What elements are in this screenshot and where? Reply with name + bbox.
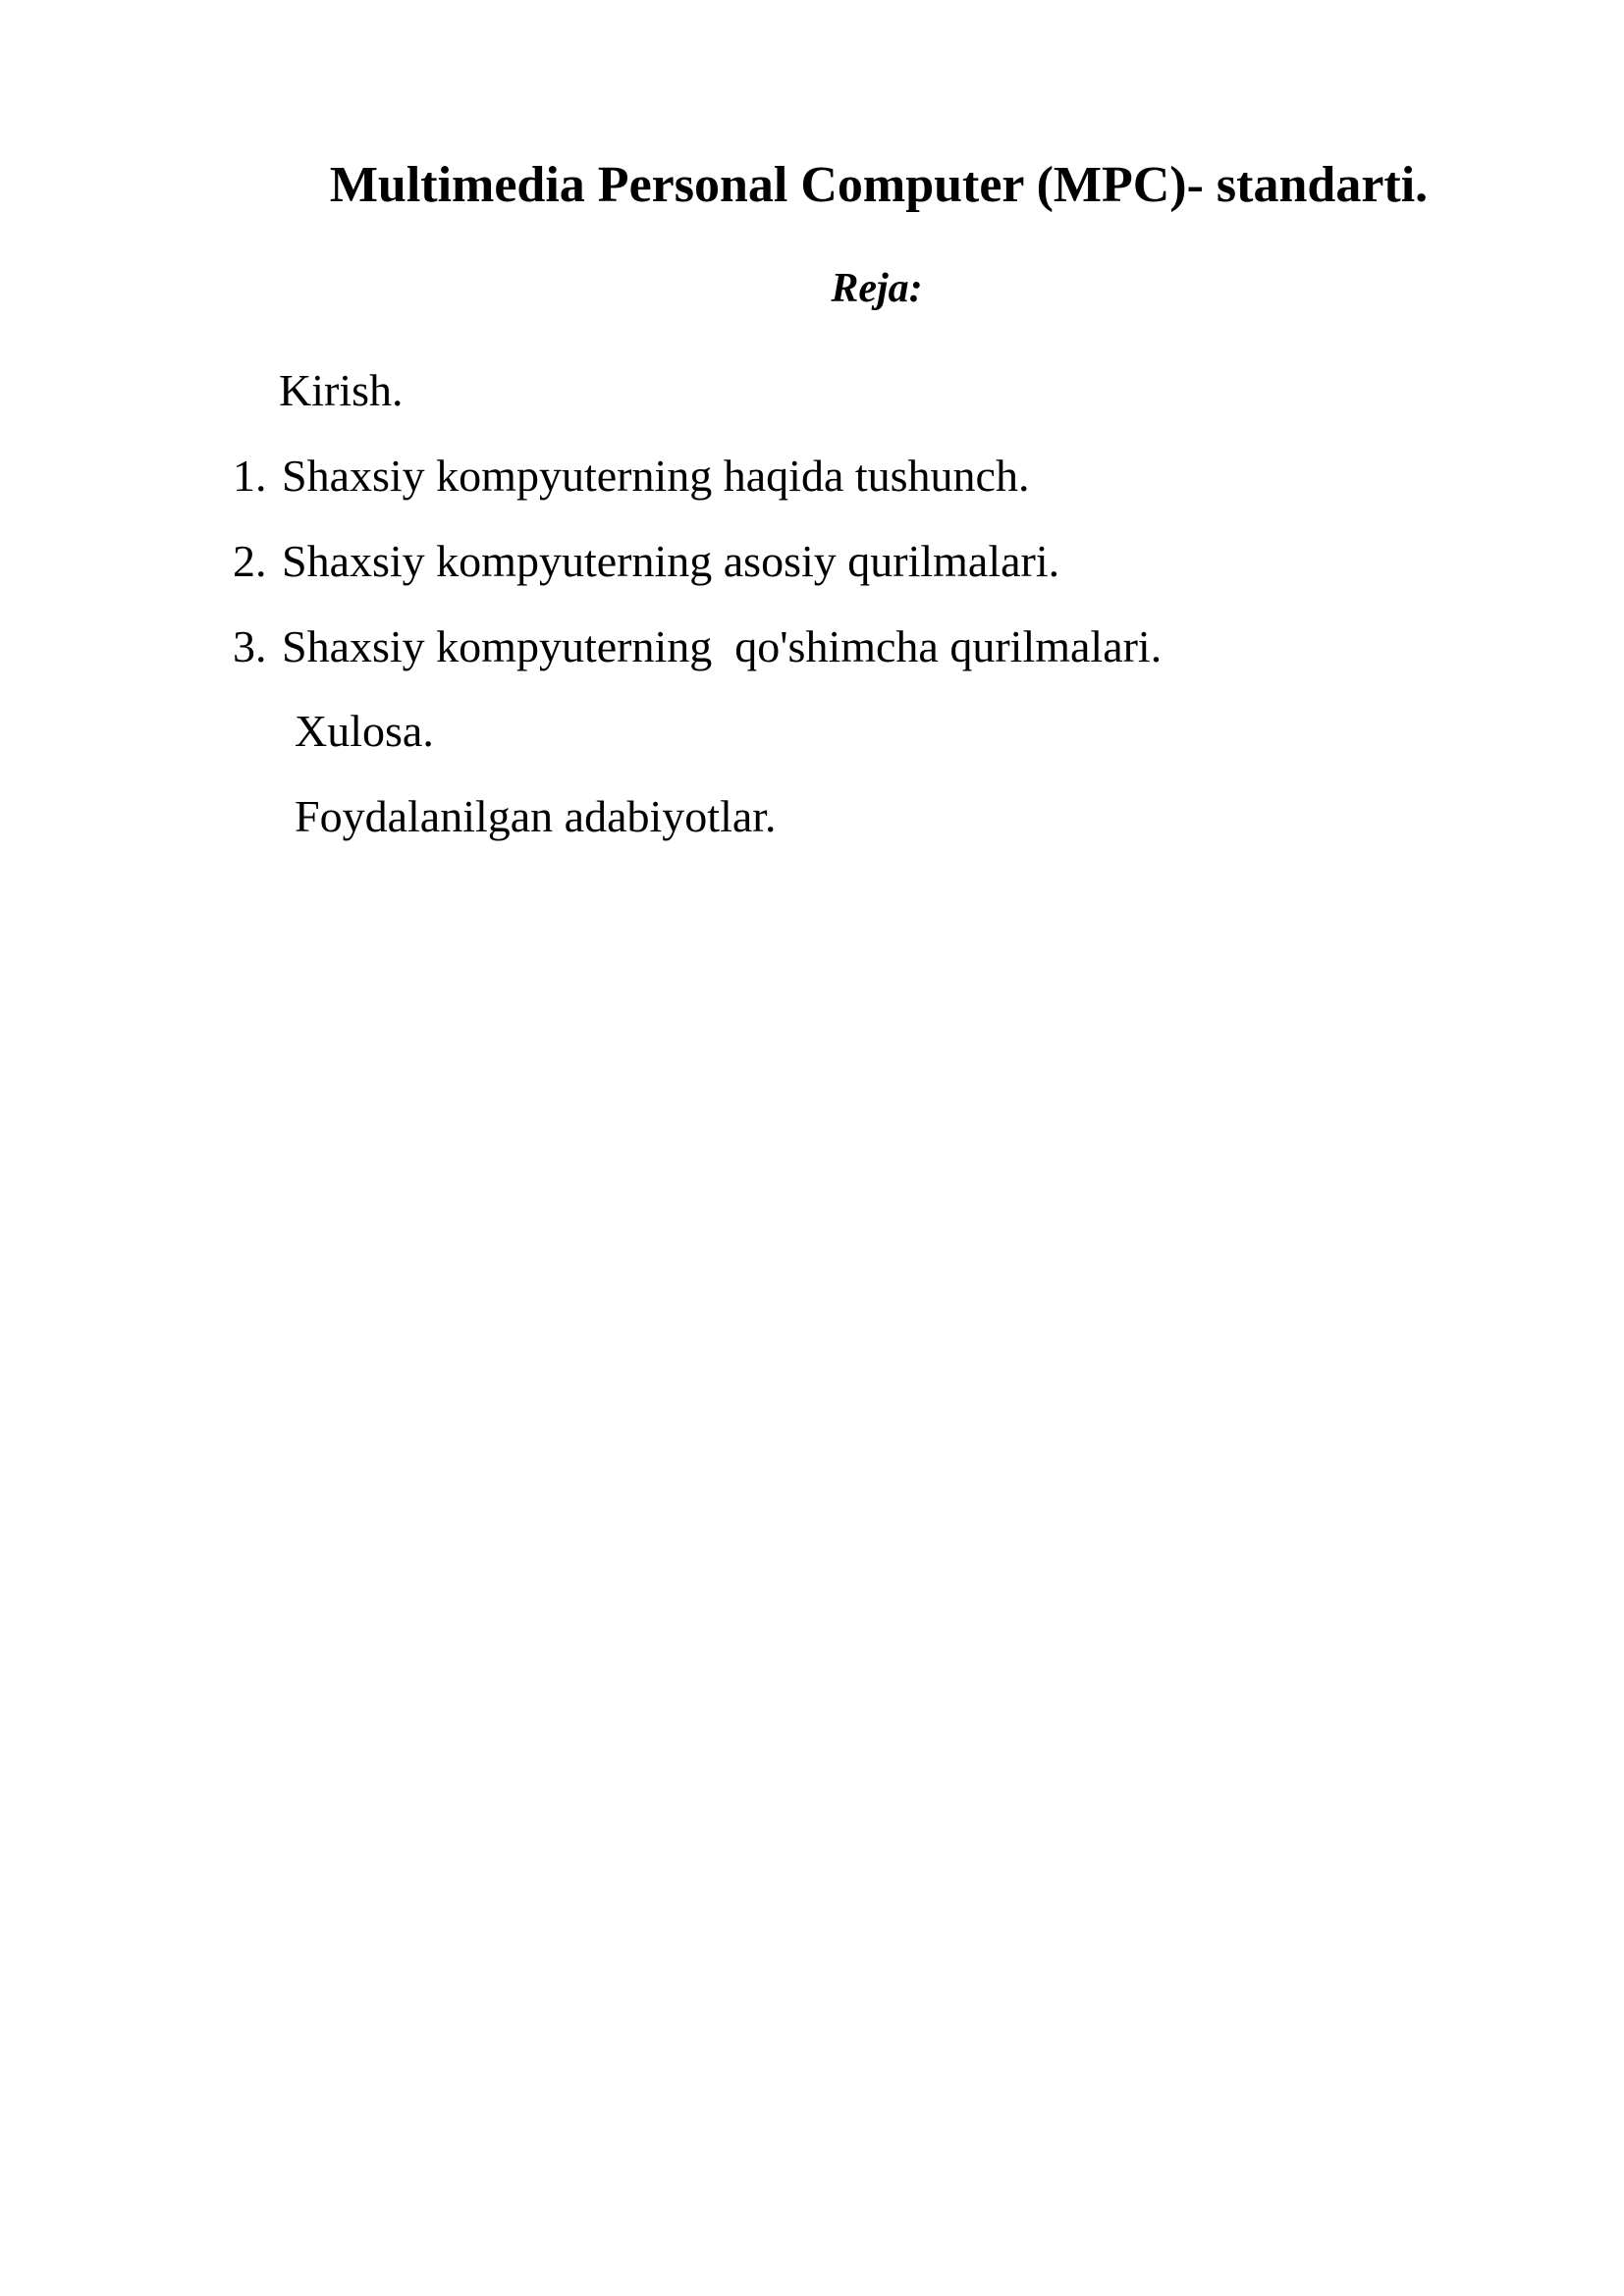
plan-item-text: Shaxsiy kompyuterning asosiy qurilmalari. <box>282 536 1060 586</box>
plan-item-1 <box>233 449 1029 504</box>
plan-item-text: Shaxsiy kompyuterning qo'shimcha qurilmalari. <box>282 621 1163 671</box>
plan-intro: Kirish. <box>279 365 404 415</box>
plan-item-number: 3. <box>233 621 267 671</box>
plan-conclusion: Xulosa. <box>295 706 434 756</box>
plan-heading: Reja: <box>831 266 923 311</box>
plan-item-2 <box>233 534 1059 589</box>
plan-item-3 <box>233 619 1162 674</box>
document-title: Multimedia Personal Computer (MPC)- standarti. <box>329 157 1429 213</box>
plan-references: Foydalanilgan adabiyotlar. <box>295 791 777 841</box>
plan-item-text: Shaxsiy kompyuterning haqida tushunch. <box>282 451 1030 501</box>
plan-item-number: 2. <box>233 536 267 586</box>
plan-item-number: 1. <box>233 451 267 501</box>
